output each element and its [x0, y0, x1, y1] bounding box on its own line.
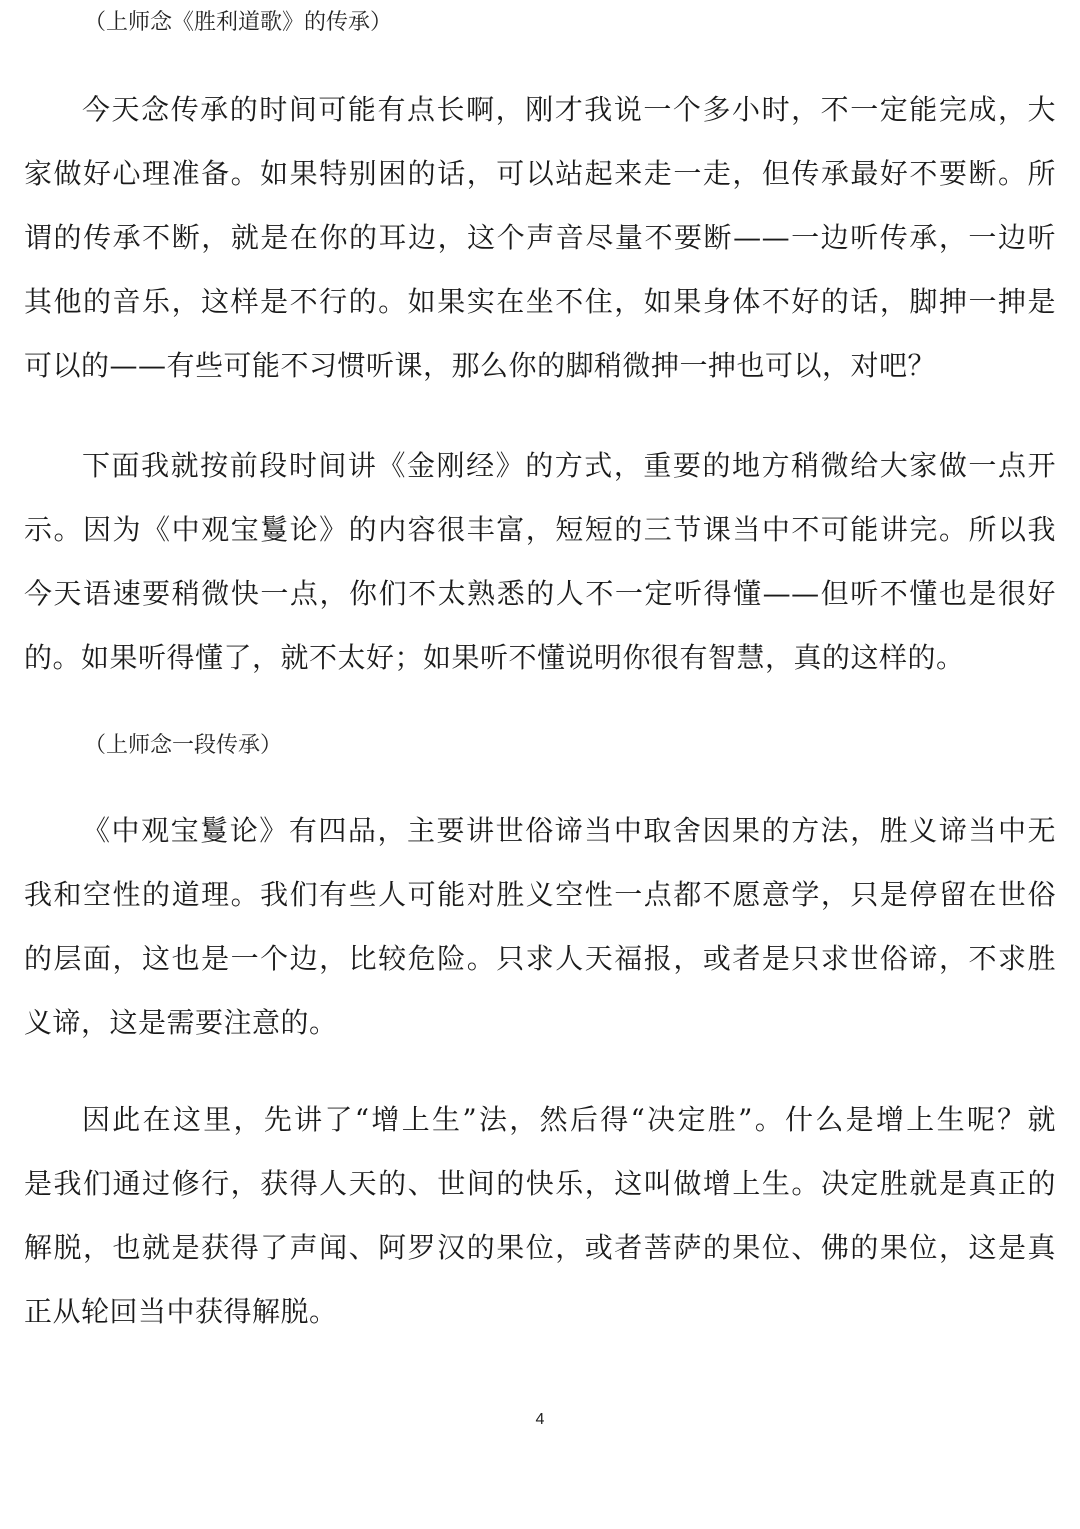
- paragraph-line: 的层面，这也是一个边，比较危险。只求人天福报，或者是只求世俗谛，不求胜: [24, 942, 1056, 975]
- paragraph-line: 《中观宝鬘论》有四品，主要讲世俗谛当中取舍因果的方法，胜义谛当中无: [82, 814, 1056, 847]
- paragraph-line: 示。因为《中观宝鬘论》的内容很丰富，短短的三节课当中不可能讲完。所以我: [24, 513, 1056, 546]
- paragraph-line: 下面我就按前段时间讲《金刚经》的方式，重要的地方稍微给大家做一点开: [82, 449, 1056, 482]
- paragraph-line: 谓的传承不断，就是在你的耳边，这个声音尽量不要断——一边听传承，一边听: [24, 221, 1056, 254]
- paragraph-line: 是我们通过修行，获得人天的、世间的快乐，这叫做增上生。决定胜就是真正的: [24, 1167, 1056, 1200]
- page-number: 4: [535, 1411, 545, 1428]
- paragraph: [24, 78, 1056, 398]
- paragraph: [24, 1088, 1056, 1344]
- paragraph-line: 今天语速要稍微快一点，你们不太熟悉的人不一定听得懂——但听不懂也是很好: [24, 577, 1056, 610]
- paragraph-line: 其他的音乐，这样是不行的。如果实在坐不住，如果身体不好的话，脚抻一抻是: [24, 285, 1056, 318]
- paragraph-line: 因此在这里，先讲了“增上生”法，然后得“决定胜”。什么是增上生呢？就: [82, 1103, 1056, 1136]
- paragraph-line: 的。如果听得懂了，就不太好；如果听不懂说明你很有智慧，真的这样的。: [24, 641, 965, 674]
- paragraph-line: 家做好心理准备。如果特别困的话，可以站起来走一走，但传承最好不要断。所: [24, 157, 1056, 190]
- paragraph-line: 可以的——有些可能不习惯听课，那么你的脚稍微抻一抻也可以，对吧？: [24, 349, 937, 382]
- paragraph-line: 我和空性的道理。我们有些人可能对胜义空性一点都不愿意学，只是停留在世俗: [24, 878, 1056, 911]
- paragraph: [24, 799, 1056, 1055]
- paragraph-line: 今天念传承的时间可能有点长啊，刚才我说一个多小时，不一定能完成，大: [82, 93, 1056, 126]
- paragraph: [24, 434, 1056, 690]
- transmission-note: （上师念《胜利道歌》的传承）: [84, 10, 393, 35]
- paragraph-line: 解脱，也就是获得了声闻、阿罗汉的果位，或者菩萨的果位、佛的果位，这是真: [24, 1231, 1056, 1264]
- paragraph-line: 义谛，这是需要注意的。: [24, 1006, 338, 1039]
- transmission-note: （上师念一段传承）: [84, 733, 283, 758]
- paragraph-line: 正从轮回当中获得解脱。: [24, 1295, 338, 1328]
